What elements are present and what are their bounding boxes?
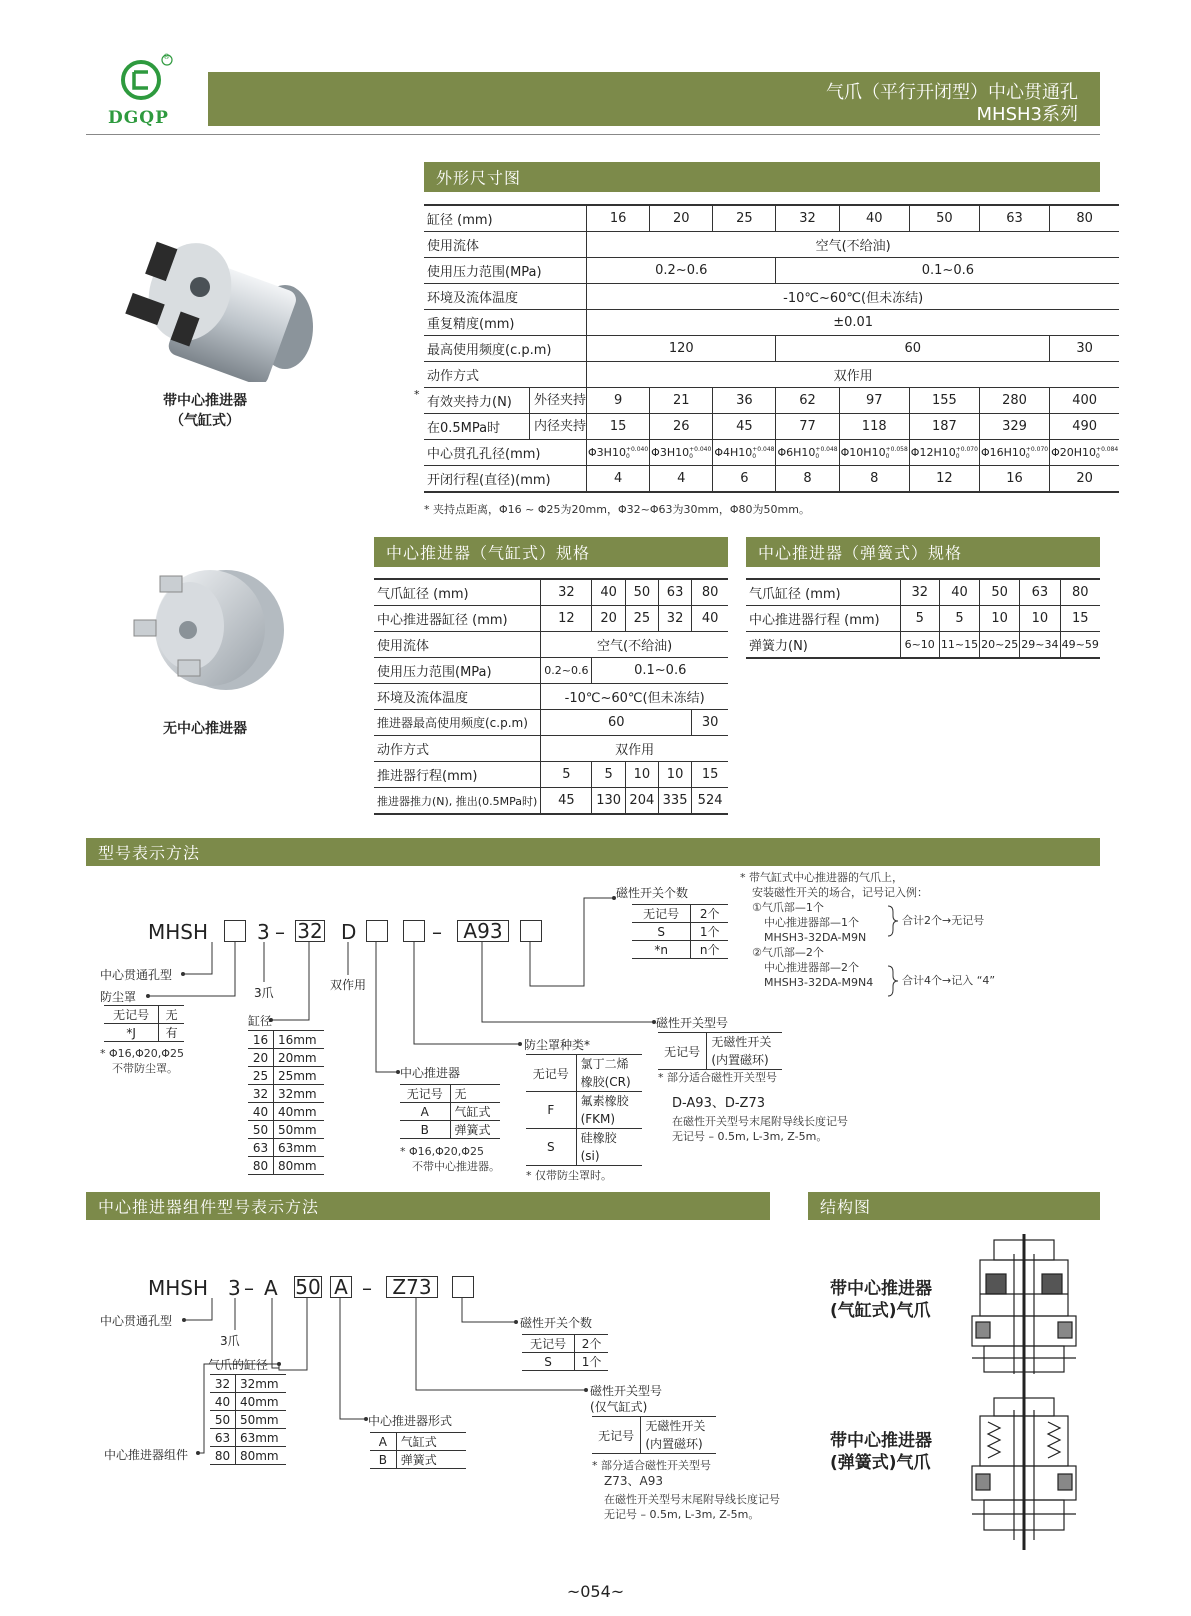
structure-caption-1: 带中心推进器 (气缸式)气爪: [830, 1279, 932, 1321]
lbl-switch-type: 磁性开关型号: [656, 1016, 729, 1030]
row-action: 动作方式 双作用: [424, 362, 1119, 388]
table-row: 80 80mm: [210, 1447, 286, 1465]
table-row: 无记号 氯丁二烯 橡胶(CR): [526, 1055, 642, 1092]
switch-note2: 在磁性开关型号末尾附导线长度记号: [672, 1115, 848, 1128]
table-row: 40 40mm: [248, 1103, 324, 1121]
plbl-switch-type2: (仅气缸式): [590, 1400, 648, 1414]
caption-with-pusher-line2: （气缸式）: [170, 413, 240, 429]
lbl-3claw: 3爪: [254, 986, 274, 1000]
right-note-8: MHSH3-32DA-M9N4: [764, 976, 874, 989]
row-force-outer: * 有效夹持力(N) 外径夹持 9 21 36 62 97 155 280 400: [424, 388, 1119, 414]
hole-cell: Φ3H10 +0.040 0: [650, 440, 713, 466]
cyl-row-temp: 环境及流体温度 -10℃~60℃(但未冻结): [374, 684, 728, 710]
lbl-switch-count: 磁性开关个数: [616, 886, 689, 900]
pswitch-note-title: * 部分适合磁性开关型号: [592, 1459, 711, 1472]
right-note-7: 中心推进器部—2个: [764, 961, 859, 974]
pusher-note1: * Φ16,Φ20,Φ25: [400, 1145, 484, 1158]
cyl-row-thrust: 推进器推力(N), 推出(0.5MPa时) 45 130 204 335 524: [374, 788, 728, 815]
table-row: 80 80mm: [248, 1157, 324, 1175]
row-pressure: 使用压力范围(MPa) 0.2~0.6 0.1~0.6: [424, 258, 1119, 284]
model-action: D: [341, 920, 357, 944]
cross-section-icon: [966, 1234, 1086, 1394]
cyl-row-bore: 气爪缸径 (mm) 32 40 50 63 80: [374, 579, 728, 606]
pswitch-type-table: [592, 1416, 716, 1454]
spring-row-bore: 气爪缸径 (mm) 32 40 50 63 80: [746, 579, 1100, 606]
table-row: B 弹簧式: [400, 1121, 500, 1139]
pmodel-dash1: –: [244, 1276, 254, 1300]
caption-without-pusher-line1: 无中心推进器: [163, 721, 247, 737]
model-box-size: 32: [295, 920, 325, 942]
page-number: ~054~: [566, 1582, 625, 1601]
right-note-4: 中心推进器部—1个: [764, 916, 859, 929]
plbl-switch-count: 磁性开关个数: [520, 1316, 593, 1330]
table-row: 无记号 无: [400, 1085, 500, 1103]
model-box-material: [403, 920, 425, 942]
material-table: [526, 1054, 642, 1166]
structure-caption-2: 带中心推进器 (弹簧式)气爪: [830, 1431, 932, 1473]
header-series: MHSH3系列: [976, 104, 1078, 125]
model-dash1: –: [275, 920, 285, 944]
row-bore: 缸径 (mm) 16 20 25 32 40 50 63 80: [424, 205, 1119, 232]
hole-cell: Φ20H10 +0.084 0: [1050, 440, 1120, 466]
table-row: 63 63mm: [248, 1139, 324, 1157]
section-model-method: 型号表示方法: [86, 838, 1100, 866]
pmodel-box-switch: Z73: [386, 1276, 438, 1298]
right-note-5: MHSH3-32DA-M9N: [764, 931, 867, 944]
right-note-2: 安装磁性开关的场合，记号记入例：: [752, 886, 928, 899]
plbl-form: 中心推进器形式: [368, 1414, 453, 1428]
cover-note2: 不带防尘罩。: [112, 1062, 178, 1075]
switch-type-table: [658, 1032, 782, 1070]
structure-drawing-spring: [966, 1390, 1086, 1550]
table-row: *J 有: [104, 1024, 184, 1042]
sum-note-2: 合计4个→记入 “4”: [902, 974, 996, 987]
table-row: S 1个: [632, 923, 728, 941]
switch-note3: 无记号 – 0.5m, L-3m, Z-5m。: [672, 1130, 828, 1143]
pmodel-box-form: A: [330, 1276, 352, 1298]
row-freq: 最高使用频度(c.p.m) 120 60 30: [424, 336, 1119, 362]
table-row: 无记号 无磁性开关 (内置磁环): [592, 1417, 716, 1454]
sum-note-1: 合计2个→无记号: [902, 914, 985, 927]
table-row: 无记号 无磁性开关 (内置磁环): [658, 1033, 782, 1070]
table-row: 32 32mm: [210, 1375, 286, 1393]
plbl-bore: 气爪的缸径: [208, 1358, 269, 1372]
pswitch-count-table: [522, 1334, 608, 1371]
model-prefix: MHSH: [148, 920, 209, 944]
hole-cell: Φ3H10 +0.040 0: [587, 440, 650, 466]
pusher-table: [400, 1084, 500, 1139]
pmodel-dash2: –: [362, 1276, 372, 1300]
pmodel-prefix: MHSH: [148, 1276, 209, 1300]
table-row: 16 16mm: [248, 1031, 324, 1049]
table-row: B 弹簧式: [370, 1451, 466, 1469]
plbl-switch-type1: 磁性开关型号: [590, 1384, 663, 1398]
hole-cell: Φ4H10 +0.048 0: [713, 440, 776, 466]
section-structure: 结构图: [808, 1192, 1100, 1220]
row-fluid: 使用流体 空气(不给油): [424, 232, 1119, 258]
table-row: F 氟素橡胶 (FKM): [526, 1092, 642, 1129]
row-stroke: 开闭行程(直径)(mm) 4 4 6 8 8 12 16 20: [424, 466, 1119, 493]
model-box-cover: [224, 920, 246, 942]
table-row: 50 50mm: [248, 1121, 324, 1139]
cyl-row-fluid: 使用流体 空气(不给油): [374, 632, 728, 658]
section-spring-pusher: 中心推进器（弹簧式）规格: [746, 537, 1100, 567]
brand-name: DGQP: [108, 108, 169, 128]
table-row: 40 40mm: [210, 1393, 286, 1411]
structure-drawing-cylinder: [966, 1234, 1086, 1394]
hole-cell: Φ16H10 +0.070 0: [979, 440, 1049, 466]
right-note-3: ①气爪部—1个: [752, 901, 824, 914]
lbl-cover: 防尘罩: [100, 990, 137, 1004]
row-force-inner: 在0.5MPa时 内径夹持 15 26 45 77 118 187 329 490: [424, 414, 1119, 440]
table-row: 25 25mm: [248, 1067, 324, 1085]
section-dimensions: 外形尺寸图: [424, 162, 1100, 192]
spring-row-stroke: 中心推进器行程 (mm) 5 5 10 10 15: [746, 606, 1100, 632]
table-row: S 1个: [522, 1353, 608, 1371]
pusher-note2: 不带中心推进器。: [412, 1160, 500, 1173]
plbl-3claw: 3爪: [220, 1334, 240, 1348]
switch-count-table: [632, 904, 728, 959]
hole-cell: Φ6H10 +0.048 0: [776, 440, 839, 466]
model-box-count: [520, 920, 542, 942]
row-hole: 中心贯孔孔径(mm) Φ3H10 +0.040 0 Φ3H10 +0.040 0 Φ4H10 +0.048 0 Φ6H10 +0.048 0 Φ10H10 +0.058 0 Φ12H10 +0.070 0 Φ16H10 +0.070 0 Φ20H10 +0.084 0: [424, 440, 1119, 466]
pform-table: [370, 1432, 466, 1469]
lbl-hole-type: 中心贯通孔型: [100, 968, 173, 982]
table-row: A 气缸式: [370, 1433, 466, 1451]
header-title: 气爪（平行开闭型）中心贯通孔: [826, 82, 1078, 103]
brand-reg: ®: [163, 53, 170, 61]
caption-with-pusher-line1: 带中心推进器: [163, 393, 247, 409]
lbl-bore: 缸径: [248, 1014, 273, 1028]
pbore-table: [210, 1374, 286, 1465]
hole-cell: Φ12H10 +0.070 0: [909, 440, 979, 466]
row-temp: 环境及流体温度 -10℃~60℃(但未冻结): [424, 284, 1119, 310]
model-claw: 3: [257, 920, 270, 944]
lbl-material: 防尘罩种类*: [524, 1038, 591, 1052]
table-row: 63 63mm: [210, 1429, 286, 1447]
section-cyl-pusher: 中心推进器（气缸式）规格: [374, 537, 728, 567]
right-note-1: * 带气缸式中心推进器的气爪上，: [740, 871, 903, 884]
pmodel-claw: 3: [228, 1276, 241, 1300]
bore-table: [248, 1030, 324, 1175]
table-row: *n n个: [632, 941, 728, 959]
switch-note-title: * 部分适合磁性开关型号: [658, 1071, 777, 1084]
model-box-pusher: [366, 920, 388, 942]
table-row: 20 20mm: [248, 1049, 324, 1067]
table-row: S 硅橡胶 (si): [526, 1129, 642, 1166]
right-note-6: ②气爪部—2个: [752, 946, 824, 959]
main-spec-note: * 夹持点距离，Φ16 ~ Φ25为20mm，Φ32~Φ63为30mm，Φ80为50mm。: [424, 503, 810, 516]
table-row: 无记号 2个: [632, 905, 728, 923]
model-box-switch: A93: [457, 920, 509, 942]
cyl-row-action: 动作方式 双作用: [374, 736, 728, 762]
table-row: 无记号 无: [104, 1006, 184, 1024]
switch-models: D-A93、D-Z73: [672, 1096, 765, 1111]
plbl-hole-type: 中心贯通孔型: [100, 1314, 173, 1328]
table-row: 无记号 2个: [522, 1335, 608, 1353]
pswitch-models: Z73、A93: [604, 1474, 663, 1488]
model-dash2: –: [432, 920, 442, 944]
table-row: A 气缸式: [400, 1103, 500, 1121]
lbl-pusher: 中心推进器: [400, 1066, 461, 1080]
spring-row-force: 弹簧力(N) 6~10 11~15 20~25 29~34 49~59: [746, 632, 1100, 659]
plbl-assy: 中心推进器组件: [104, 1448, 189, 1462]
cover-table: [104, 1005, 184, 1042]
pmodel-a: A: [264, 1276, 278, 1300]
table-row: 50 50mm: [210, 1411, 286, 1429]
cyl-row-pressure: 使用压力范围(MPa) 0.2~0.6 0.1~0.6: [374, 658, 728, 684]
cyl-row-stroke: 推进器行程(mm) 5 5 10 10 15: [374, 762, 728, 788]
cover-note1: * Φ16,Φ20,Φ25: [100, 1047, 184, 1060]
pswitch-note3: 无记号 – 0.5m, L-3m, Z-5m。: [604, 1508, 760, 1521]
pswitch-note2: 在磁性开关型号末尾附导线长度记号: [604, 1493, 780, 1506]
table-row: 32 32mm: [248, 1085, 324, 1103]
row-repeat: 重复精度(mm) ±0.01: [424, 310, 1119, 336]
hole-cell: Φ10H10 +0.058 0: [839, 440, 909, 466]
cyl-row-freq: 推进器最高使用频度(c.p.m) 60 30: [374, 710, 728, 736]
cyl-row-pbore: 中心推进器缸径 (mm) 12 20 25 32 40: [374, 606, 728, 632]
pmodel-box-size: 50: [295, 1275, 321, 1299]
section-pusher-model-method: 中心推进器组件型号表示方法: [86, 1192, 770, 1220]
material-note: * 仅带防尘罩时。: [526, 1169, 612, 1182]
pmodel-box-count: [452, 1276, 474, 1298]
lbl-double: 双作用: [330, 978, 367, 992]
cross-section-spring-icon: [966, 1390, 1086, 1550]
